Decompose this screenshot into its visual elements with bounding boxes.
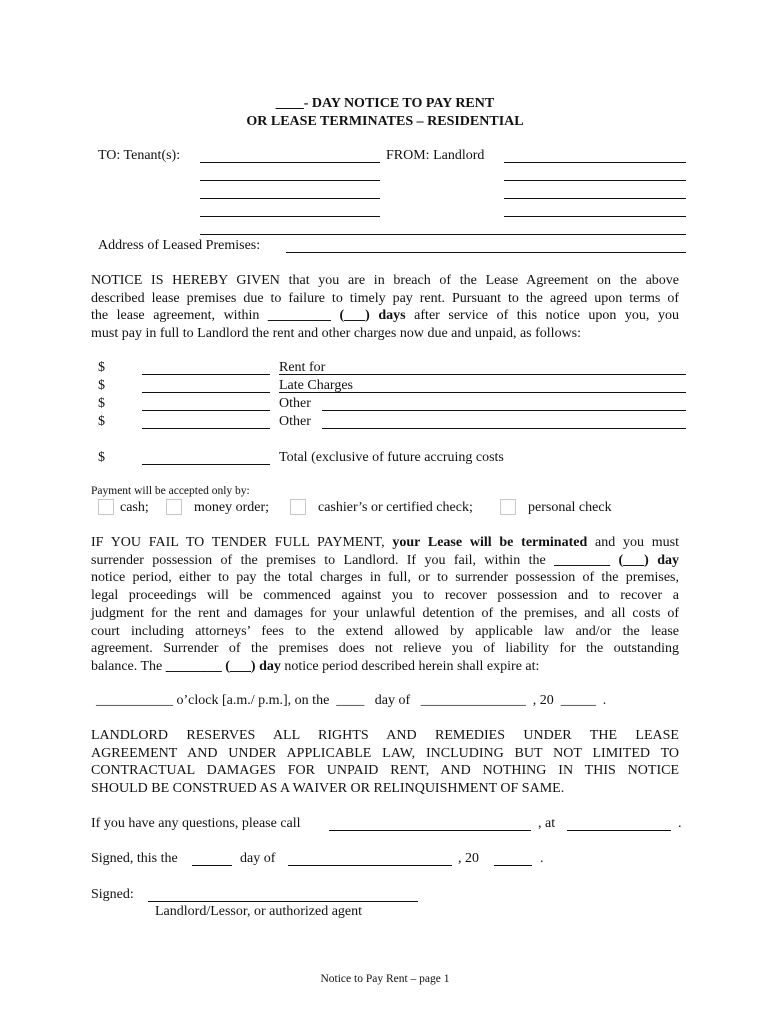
reserve-paragraph: LANDLORD RESERVES ALL RIGHTS AND REMEDIES UNDER THE LEASE AGREEMENT AND UNDER APPLICABLE LAW, INCLUDING BUT NOT LIMITED TO CONTRACTUAL DAMAGES FOR UNPAID RENT, AND NOTHING IN THIS NOTICE SHOULD BE CONSTRUED AS A WAIVER OR RELINQUISHMENT OF SAME.: [91, 728, 679, 797]
money-order-label: money order;: [194, 500, 270, 515]
rent-for-line[interactable]: [279, 374, 686, 375]
signed-year-line[interactable]: [494, 865, 532, 866]
tenant-name-line-3[interactable]: [200, 198, 380, 199]
money-order-checkbox[interactable]: [166, 499, 182, 515]
total-amount-line[interactable]: [142, 464, 270, 465]
signature-caption: Landlord/Lessor, or authorized agent: [155, 904, 363, 919]
other1-description-line[interactable]: [322, 410, 686, 411]
tenant-name-line-5[interactable]: [200, 234, 686, 235]
other2-amount-line[interactable]: [142, 428, 270, 429]
expire-month-blank[interactable]: _______________: [420, 693, 526, 708]
expire-days-blank[interactable]: ________: [165, 658, 222, 674]
signed-day-line[interactable]: [192, 865, 232, 866]
questions-end: .: [678, 816, 682, 831]
document-title-line2: OR LEASE TERMINATES – RESIDENTIAL: [246, 114, 524, 129]
signed-year-label: , 20: [458, 851, 479, 866]
landlord-name-line-3[interactable]: [504, 198, 686, 199]
signed-this-label: Signed, this the: [91, 851, 178, 866]
title-days-blank[interactable]: ____: [275, 96, 304, 111]
expire-time-blank[interactable]: ___________: [96, 693, 173, 708]
late-amount-line[interactable]: [142, 392, 270, 393]
landlord-name-line-1[interactable]: [504, 162, 686, 163]
currency-other-1: $: [98, 396, 105, 411]
address-line[interactable]: [286, 252, 686, 253]
tenant-name-line-4[interactable]: [200, 216, 380, 217]
address-label: Address of Leased Premises:: [98, 238, 261, 253]
other2-description-line[interactable]: [322, 428, 686, 429]
landlord-label: FROM: Landlord: [386, 148, 485, 163]
payment-label: Payment will be accepted only by:: [91, 485, 250, 497]
signed-day-of-label: day of: [240, 851, 276, 866]
phone-contact-line[interactable]: [329, 830, 531, 831]
questions-label: If you have any questions, please call: [91, 816, 301, 831]
signed-end: .: [540, 851, 544, 866]
failure-days-blank[interactable]: ________: [554, 552, 611, 568]
rent-label: Rent for: [279, 360, 326, 375]
phone-number-line[interactable]: [567, 830, 671, 831]
signature-label: Signed:: [91, 887, 134, 902]
landlord-name-line-4[interactable]: [504, 216, 686, 217]
signature-line[interactable]: [148, 901, 418, 902]
personal-check-label: personal check: [528, 500, 612, 515]
tenant-name-line-1[interactable]: [200, 162, 380, 163]
other2-label: Other: [279, 414, 311, 429]
failure-paragraph: IF YOU FAIL TO TENDER FULL PAYMENT, your Lease will be terminated and you must surrender possession of the premises to Landlord. If you fail, within the ________ (___) day notice period, either to pay the total charges in full, or to surrender possession of the premises, legal proceedings will be commenced against you to recover possession and to recover a judgment for the rent and damages for your unlawful detention of the premises, and all costs of court including attorneys’ fees to the extend allowed by applicable law and/or the lease agreement. Surrender of the premises does not relieve you of liability for the outstanding balance. The ________ (___) day notice period described herein shall expire at:: [91, 535, 680, 674]
total-label: Total (exclusive of future accruing costs: [279, 450, 504, 465]
personal-check-checkbox[interactable]: [500, 499, 516, 515]
currency-total: $: [98, 450, 105, 465]
expire-day-blank[interactable]: ____: [336, 693, 365, 708]
cash-checkbox[interactable]: [98, 499, 114, 515]
tenant-name-line-2[interactable]: [200, 180, 380, 181]
notice-paragraph: NOTICE IS HEREBY GIVEN that you are in breach of the Lease Agreement on the above described lease premises due to failure to timely pay rent. Pursuant to the agreed upon terms of the lease agreement, within _________ (___) days after service of this notice upon you, you must pay in full to Landlord the rent and other charges now due and unpaid, as follows:: [91, 273, 679, 342]
tenant-label: TO: Tenant(s):: [98, 148, 181, 163]
expiration-line: ___________ o’clock [a.m./ p.m.], on the ____ day of _______________ , 20 _____ .: [96, 693, 607, 708]
document-title-line1: ____- DAY NOTICE TO PAY RENT: [275, 96, 495, 111]
expire-year-blank[interactable]: _____: [560, 693, 596, 708]
questions-at-label: , at: [538, 816, 556, 831]
late-label: Late Charges: [279, 378, 353, 393]
cash-label: cash;: [120, 500, 149, 515]
currency-rent: $: [98, 360, 105, 375]
landlord-name-line-2[interactable]: [504, 180, 686, 181]
notice-days-blank[interactable]: _________: [267, 308, 331, 324]
currency-late: $: [98, 378, 105, 393]
signed-month-line[interactable]: [288, 865, 452, 866]
other1-label: Other: [279, 396, 311, 411]
currency-other-2: $: [98, 414, 105, 429]
rent-amount-line[interactable]: [142, 374, 270, 375]
cashiers-check-label: cashier’s or certified check;: [318, 500, 473, 515]
cashiers-check-checkbox[interactable]: [290, 499, 306, 515]
late-charges-line[interactable]: [279, 392, 686, 393]
page-footer: Notice to Pay Rent – page 1: [320, 973, 450, 985]
other1-amount-line[interactable]: [142, 410, 270, 411]
